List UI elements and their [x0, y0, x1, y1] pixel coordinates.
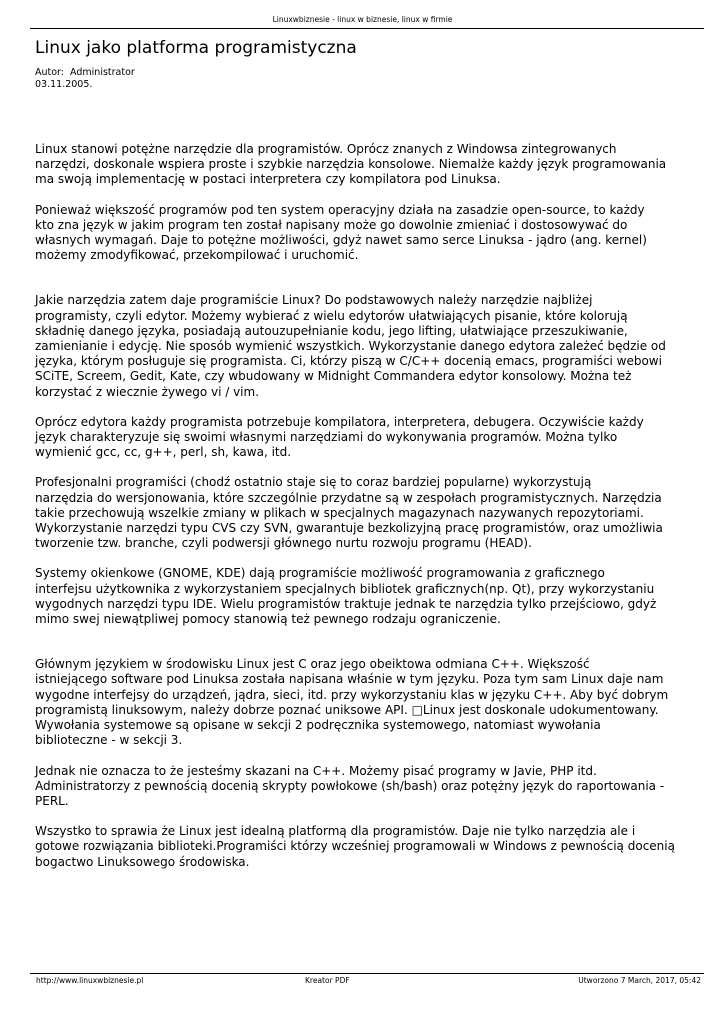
paragraph-2: Ponieważ większość programów pod ten system operacyjny działa na zasadzie open-source, to każdy kto zna język w jakim program ten został napisany może go dowolnie zmieniać i dostosowywać do własnych wymagań. Daje to potężne możliwości, gdyż nawet samo serce Linuksa - jądro (ang. kernel) możemy zmodyfikować, przekompilować i uruchomić. — [35, 202, 647, 263]
page-header-text: Linuxwbiznesie - linux w biznesie, linux w firmie — [272, 15, 453, 24]
article-body — [35, 142, 691, 870]
article-meta — [35, 67, 135, 91]
publish-date: 03.11.2005. — [35, 79, 93, 90]
paragraph-7: Głównym językiem w środowisku Linux jest C oraz jego obeiktowa odmiana C++. Większość istniejącego software pod Linuksa została napisana właśnie w tym języku. Poza tym sam Linux daje nam wygodne interfejsy do urządzeń, jądra, sieci, itd. przy wykorzystaniu klas w języku C++. Aby być dobrym programistą linuksowym, należy dobrze poznać uniksowe API. □Linux jest doskonale udokumentowany. Wywołania systemowe są opisane w sekcji 2 podręcznika systemowego, natomiast wywołania biblioteczne - w sekcji 3. — [35, 657, 669, 748]
paragraph-8: Jednak nie oznacza to że jesteśmy skazani na C++. Możemy pisać programy w Javie, PHP itd. Administratorzy z pewnością docenią skrypty powłokowe (sh/bash) oraz potężny język do raportowania - PERL. — [35, 763, 665, 808]
paragraph-6: Systemy okienkowe (GNOME, KDE) dają programiście możliwość programowania z graficznego interfejsu użytkownika z wykorzystaniem specjalnych bibliotek graficznych(np. Qt), przy wykorzystaniu wygodnych narzędzi typu IDE. Wielu programistów traktuje jednak te narzędzia tylko przejściowo, gdyż mimo swej niewątpliwej pomocy stanowią też pewnego rodzaju ograniczenie. — [35, 566, 657, 627]
author-line: Autor: Administrator — [35, 67, 135, 78]
footer-created: Utworzono 7 March, 2017, 05:42 — [578, 976, 701, 985]
paragraph-9: Wszystko to sprawia że Linux jest idealną platformą dla programistów. Daje nie tylko narzędzia ale i gotowe rozwiązania biblioteki.Programiści którzy wcześniej programowali w Windows z pewnością docenią bogactwo Linuksowego środowiska. — [35, 824, 675, 869]
footer-divider — [30, 973, 704, 974]
header-divider — [30, 28, 704, 29]
article-title: Linux jako platforma programistyczna — [35, 38, 357, 58]
paragraph-4: Oprócz edytora każdy programista potrzebuje kompilatora, interpretera, debugera. Oczywiście każdy język charakteryzuje się swoimi własnymi narzędziami do wykonywania programów. Można tylko wymienić gcc, cc, g++, perl, sh, kawa, itd. — [35, 414, 644, 460]
paragraph-3: Jakie narzędzia zatem daje programiście Linux? Do podstawowych należy narzędzie najbliżej programisty, czyli edytor. Możemy wybierać z wielu edytorów ułatwiających pisanie, które kolorują składnię danego języka, posiadają autouzupełnianie kodu, jego lifting, ułatwiające przeszukiwanie, zamienianie i edycję. Nie sposób wymienić wszystkich. Wykorzystanie danego edytora zależeć będzie od języka, którym posługuje się programista. Ci, którzy piszą w C/C++ docenią emacs, programiści webowi SCiTE, Screem, Gedit, Kate, czy wbudowany w Midnight Commandera edytor konsolowy. Można też korzystać z wiecznie żywego vi / vim. — [35, 293, 666, 399]
paragraph-1: Linux stanowi potężne narzędzie dla programistów. Oprócz znanych z Windowsa zintegrowanych narzędzi, doskonale wspiera proste i szybkie narzędzia konsolowe. Niemalże każdy język programowania ma swoją implementację w postaci interpretera czy kompilatora pod Linuksa. — [35, 142, 667, 187]
paragraph-5: Profesjonalni programiści (chodź ostatnio staje się to coraz bardziej popularne) wykorzystują narzędzia do wersjonowania, które szczególnie przydatne są w zespołach programistycznych. Narzędzia takie przechowują wszelkie zmiany w plikach w specjalnych magazynach nazywanych repozytoriami. Wykorzystanie narzędzi typu CVS czy SVN, gwarantuje bezkolizyjną pracę programistów, oraz umożliwia tworzenie tzw. branche, czyli podwersji głównego nurtu rozwoju programu (HEAD). — [35, 475, 663, 551]
footer-url: http://www.linuxwbiznesie.pl — [36, 976, 144, 985]
footer-generator: Kreator PDF — [305, 976, 350, 985]
